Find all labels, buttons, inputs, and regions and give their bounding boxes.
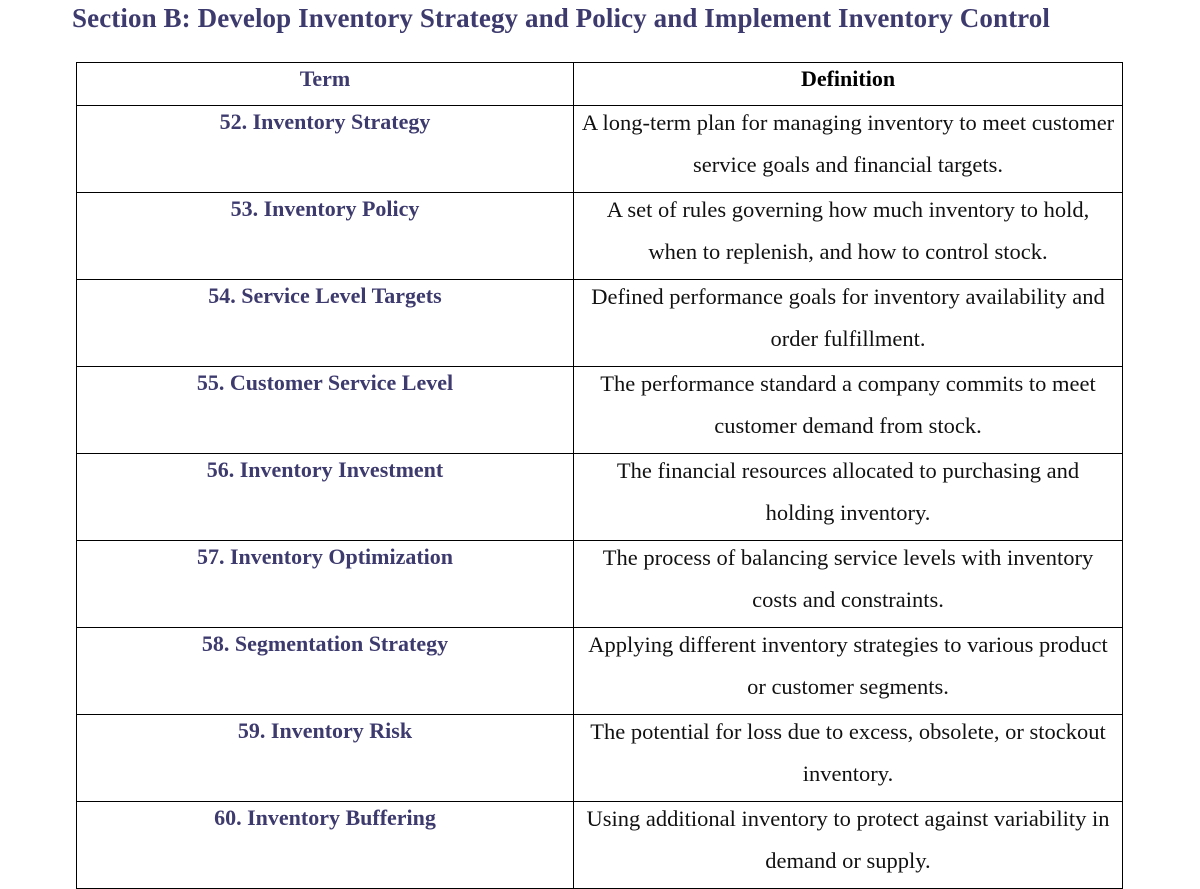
term-text: 59. Inventory Risk [237, 718, 413, 743]
term-header-label: Term [299, 66, 351, 91]
definition-cell [574, 280, 1123, 367]
term-text: 58. Segmentation Strategy [201, 631, 449, 656]
table-header-row [77, 63, 1123, 106]
term-column-header [77, 63, 574, 106]
term-cell [77, 802, 574, 889]
definition-cell [574, 628, 1123, 715]
table-row [77, 367, 1123, 454]
definition-cell [574, 454, 1123, 541]
term-text: 52. Inventory Strategy [219, 109, 431, 134]
table-row [77, 715, 1123, 802]
term-cell [77, 541, 574, 628]
term-text: 60. Inventory Buffering [214, 805, 436, 830]
term-cell [77, 106, 574, 193]
table-row [77, 628, 1123, 715]
table-row [77, 106, 1123, 193]
term-cell [77, 193, 574, 280]
term-cell [77, 280, 574, 367]
table-row [77, 802, 1123, 889]
definition-text: Defined performance goals for inventory availability and order fulfillment. [591, 284, 1105, 351]
definition-cell [574, 193, 1123, 280]
term-cell [77, 454, 574, 541]
definition-text: The performance standard a company commits to meet customer demand from stock. [600, 371, 1096, 438]
definition-cell [574, 715, 1123, 802]
definition-text: A set of rules governing how much inventory to hold, when to replenish, and how to control stock. [606, 197, 1090, 264]
term-cell [77, 367, 574, 454]
definition-cell [574, 541, 1123, 628]
table-row [77, 541, 1123, 628]
term-text: 57. Inventory Optimization [196, 544, 454, 569]
definition-text: A long-term plan for managing inventory to meet customer service goals and financial targets. [581, 110, 1115, 177]
table-row [77, 280, 1123, 367]
term-cell [77, 715, 574, 802]
term-text: 56. Inventory Investment [206, 457, 444, 482]
definition-text: Applying different inventory strategies to various product or customer segments. [588, 632, 1108, 699]
terms-table [76, 62, 1123, 889]
definition-text: The potential for loss due to excess, obsolete, or stockout inventory. [590, 719, 1106, 786]
section-title: Section B: Develop Inventory Strategy and Policy and Implement Inventory Control [72, 3, 1050, 33]
definition-text: The process of balancing service levels with inventory costs and constraints. [602, 545, 1094, 612]
table-row [77, 193, 1123, 280]
term-cell [77, 628, 574, 715]
definition-column-header: Definition [574, 63, 1123, 106]
definition-cell [574, 367, 1123, 454]
term-text: 53. Inventory Policy [230, 196, 420, 221]
term-text: 54. Service Level Targets [208, 283, 442, 308]
definition-cell [574, 802, 1123, 889]
definition-text: Using additional inventory to protect against variability in demand or supply. [586, 806, 1110, 873]
term-text: 55. Customer Service Level [196, 370, 454, 395]
definition-cell [574, 106, 1123, 193]
table-row [77, 454, 1123, 541]
definition-text: The financial resources allocated to purchasing and holding inventory. [616, 458, 1080, 525]
